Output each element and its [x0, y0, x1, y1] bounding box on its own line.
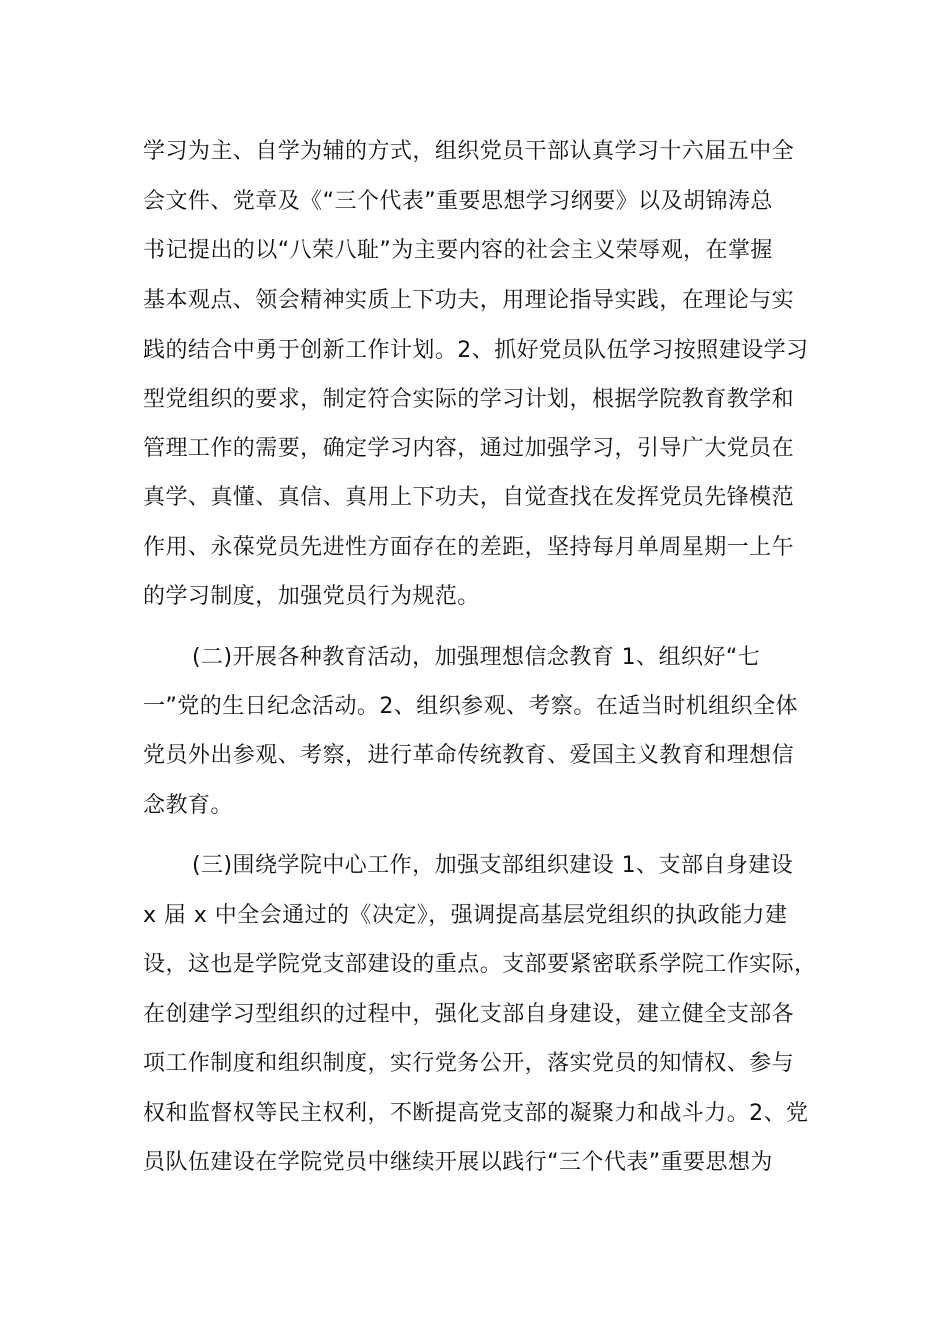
paragraph-1-line-1: 学习为主、自学为辅的方式，组织党员干部认真学习十六届五中全 [143, 139, 795, 164]
paragraph-1-line-9: 作用、永葆党员先进性方面存在的差距，坚持每月单周星期一上午 [143, 535, 795, 560]
paragraph-3-line-3: 设，这也是学院党支部建设的重点。支部要紧密联系学院工作实际， [143, 952, 817, 977]
paragraph-1-line-5: 践的结合中勇于创新工作计划。2、抓好党员队伍学习按照建设学习 [143, 338, 809, 363]
paragraph-1-line-8: 真学、真懂、真信、真用上下功夫，自觉查找在发挥党员先锋模范 [143, 485, 795, 510]
paragraph-2-line-2: 一”党的生日纪念活动。2、组织参观、考察。在适当时机组织全体 [143, 694, 798, 719]
paragraph-2-line-3: 党员外出参观、考察，进行革命传统教育、爱国主义教育和理想信 [143, 743, 795, 768]
paragraph-1-line-3: 书记提出的以“八荣八耻”为主要内容的社会主义荣辱观，在掌握 [143, 238, 773, 263]
paragraph-1-line-2: 会文件、党章及《“三个代表”重要思想学习纲要》以及胡锦涛总 [143, 189, 773, 214]
paragraph-1-line-7: 管理工作的需要，确定学习内容，通过加强学习，引导广大党员在 [143, 436, 795, 461]
paragraph-3-line-4: 在创建学习型组织的过程中，强化支部自身建设，建立健全支部各 [143, 1002, 795, 1027]
paragraph-3-line-2: x 届 x 中全会通过的《决定》，强调提高基层党组织的执政能力建 [143, 903, 788, 928]
paragraph-1-line-4: 基本观点、领会精神实质上下功夫，用理论指导实践，在理论与实 [143, 288, 795, 313]
paragraph-2-line-1: (二)开展各种教育活动，加强理想信念教育 1、组织好“七 [192, 645, 761, 670]
paragraph-3-line-5: 项工作制度和组织制度，实行党务公开，落实党员的知情权、参与 [143, 1051, 795, 1076]
paragraph-3-line-7: 员队伍建设在学院党员中继续开展以践行“三个代表”重要思想为 [143, 1150, 773, 1175]
paragraph-1-line-10: 的学习制度，加强党员行为规范。 [143, 584, 480, 609]
paragraph-3-line-6: 权和监督权等民主权利，不断提高党支部的凝聚力和战斗力。2、党 [143, 1101, 809, 1126]
paragraph-1-line-6: 型党组织的要求，制定符合实际的学习计划，根据学院教育教学和 [143, 387, 795, 412]
paragraph-3-line-1: (三)围绕学院中心工作，加强支部组织建设 1、支部自身建设 [192, 853, 794, 878]
paragraph-2-line-4: 念教育。 [143, 793, 233, 818]
